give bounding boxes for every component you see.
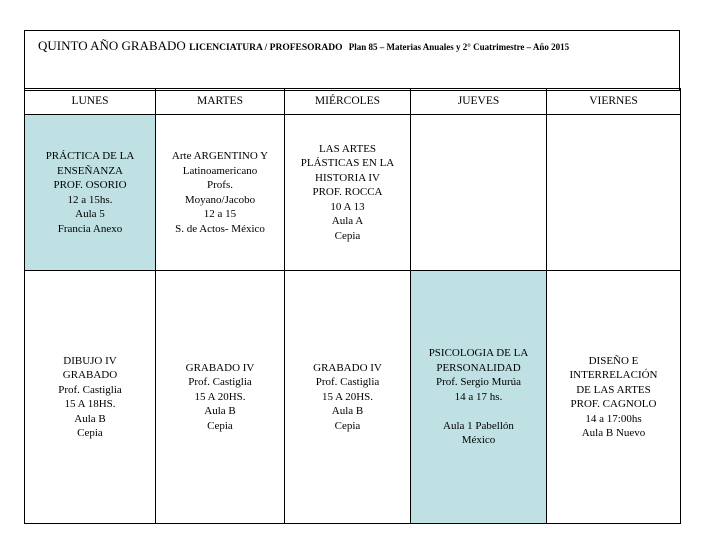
cell-text-line: Francia Anexo [57, 222, 123, 235]
cell-text-line: INTERRELACIÓN [569, 369, 658, 381]
cell-text-line: PRÁCTICA DE LA [45, 150, 135, 162]
cell-text-line: 12 a 15hs. [67, 193, 113, 206]
cell-text-line: GRABADO [62, 369, 118, 381]
cell-text-line: GRABADO IV [313, 361, 382, 374]
cell-text-line: 10 A 13 [330, 200, 365, 213]
cell-text-line: Prof. Sergio Murúa [435, 376, 522, 389]
cell-text-line: GRABADO IV [185, 361, 255, 374]
cell-text-line: Aula A [331, 215, 364, 228]
cell-text-line: 14 a 17 hs. [454, 390, 503, 403]
cell-text-line: Prof. Castiglia [315, 376, 380, 389]
cell-text-line: Aula 1 Pabellón [443, 419, 514, 432]
cell-text-line: Aula B [204, 405, 236, 418]
cell-text-line: 15 A 20HS. [321, 390, 374, 403]
cell-text-line: DISEÑO E [588, 354, 639, 367]
page-title [38, 38, 569, 54]
cell-text-line: ENSEÑANZA [57, 164, 123, 177]
cell-text-line: DE LAS ARTES [576, 383, 651, 396]
cell-text-line [414, 404, 543, 419]
cell-martes-2 [156, 271, 285, 524]
cell-text-line: DIBUJO IV [63, 354, 117, 367]
cell-text-line: Latinoamericano [182, 164, 258, 177]
cell-text-line: Aula B [74, 412, 106, 425]
cell-text-line: PERSONALIDAD [436, 361, 521, 374]
cell-text-line: 15 A 18HS. [64, 398, 116, 410]
table-row [25, 271, 681, 524]
cell-text-line: HISTORIA IV [315, 171, 380, 184]
day-header-viernes: VIERNES [547, 89, 681, 115]
cell-text-line: Aula B [331, 405, 364, 418]
cell-jueves-2 [411, 271, 547, 524]
cell-text-line: PROF. OSORIO [53, 179, 127, 191]
cell-miercoles-2 [285, 271, 411, 524]
cell-text-line: Cepia [207, 419, 233, 432]
cell-text-line: S. de Actos- México [175, 222, 265, 235]
cell-text-line: Aula B Nuevo [581, 427, 646, 439]
cell-text-line: LAS ARTES [318, 142, 377, 155]
cell-text-line: México [461, 434, 496, 447]
page-header [24, 30, 680, 91]
cell-lunes-2 [25, 271, 156, 524]
cell-text-line: Aula 5 [75, 208, 105, 220]
title-plan: Plan 85 – Materias Anuales y 2° Cuatrimestre – Año 2015 [348, 42, 570, 52]
cell-text-line: Cepia [77, 427, 103, 439]
cell-text-line: 12 a 15 [203, 208, 237, 220]
cell-text-line: Moyano/Jacobo [184, 193, 256, 206]
cell-jueves-1 [411, 115, 547, 271]
day-header-lunes: LUNES [25, 89, 156, 115]
cell-text-line: Prof. Castiglia [58, 383, 122, 396]
title-main-text: QUINTO AÑO GRABADO [38, 38, 186, 53]
cell-text-line: Arte ARGENTINO Y [171, 150, 269, 162]
cell-text-line: PSICOLOGIA DE LA [428, 347, 529, 360]
cell-martes-1 [156, 115, 285, 271]
table-row [25, 115, 681, 271]
cell-text-line: PROF. CAGNOLO [570, 398, 657, 410]
cell-viernes-2 [547, 271, 681, 524]
cell-text-line: Cepia [334, 419, 361, 432]
cell-text-line: 15 A 20HS. [194, 390, 246, 403]
cell-text-line: Prof. Castiglia [188, 376, 252, 389]
day-header-jueves: JUEVES [411, 89, 547, 115]
cell-text-line: 14 a 17:00hs [585, 412, 642, 425]
cell-viernes-1 [547, 115, 681, 271]
cell-text-line: Profs. [207, 179, 233, 191]
cell-text-line: PLÁSTICAS EN LA [300, 157, 395, 170]
day-header-miercoles: MIÉRCOLES [285, 89, 411, 115]
cell-miercoles-1 [285, 115, 411, 271]
table-header-row [25, 89, 681, 115]
day-header-martes: MARTES [156, 89, 285, 115]
cell-text-line: PROF. ROCCA [312, 186, 383, 199]
cell-text-line: Cepia [334, 229, 361, 242]
schedule-table [24, 88, 681, 524]
cell-lunes-1 [25, 115, 156, 271]
title-subtitle: LICENCIATURA / PROFESORADO [189, 43, 343, 53]
